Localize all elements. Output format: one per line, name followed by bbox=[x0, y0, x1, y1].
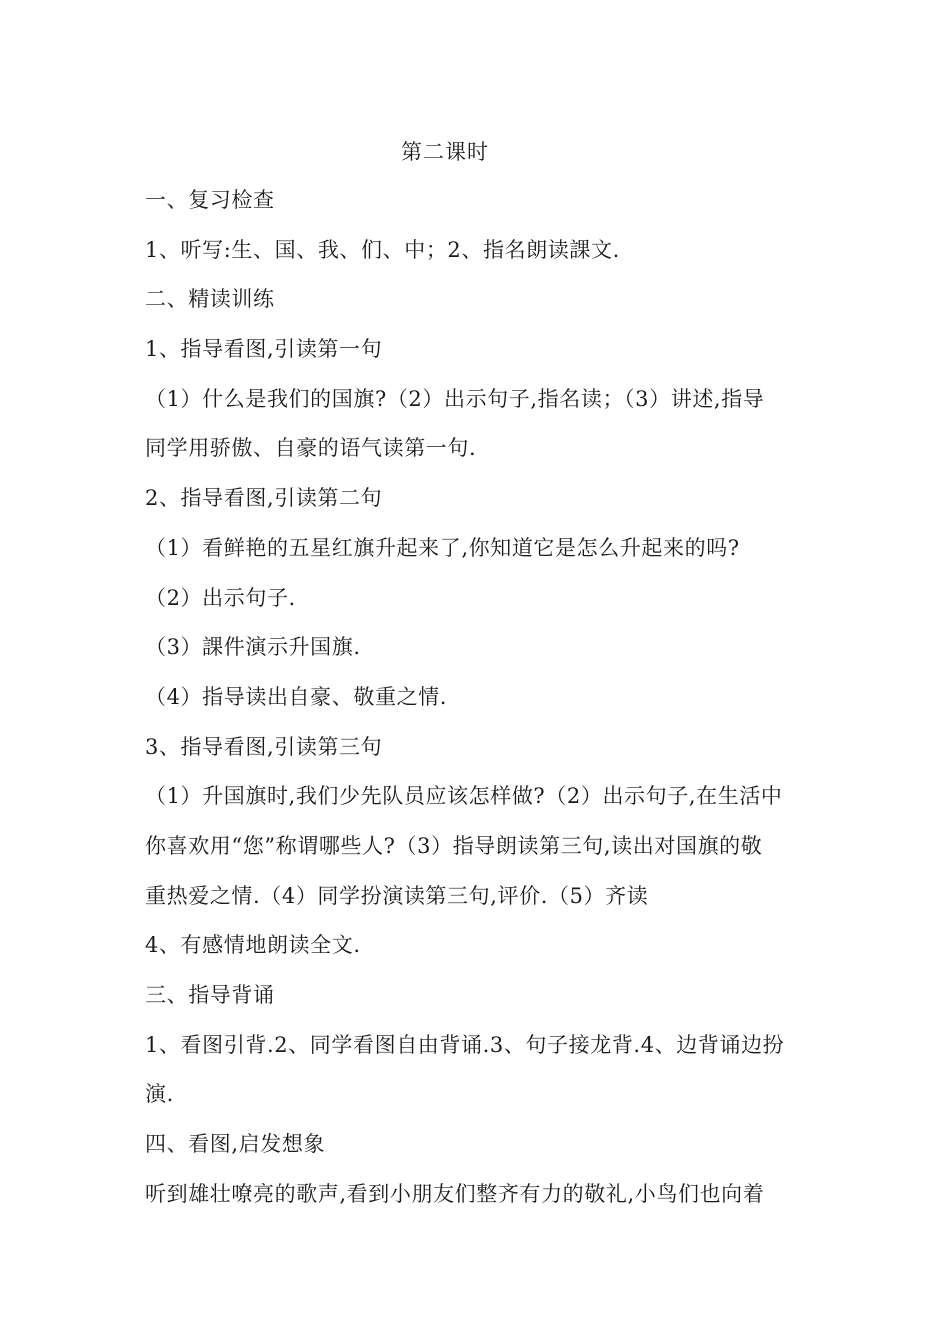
paragraph-line: （1）升国旗时,我们少先队员应该怎样做?（2）出示句子,在生活中 bbox=[145, 784, 783, 809]
paragraph-line: （2）出示句子. bbox=[145, 585, 296, 610]
section-heading-review: 一、复习检查 bbox=[145, 188, 275, 212]
paragraph-line: （1）看鲜艳的五星红旗升起来了,你知道它是怎么升起来的吗? bbox=[145, 535, 740, 560]
paragraph-line: 你喜欢用“您”称谓哪些人?（3）指导朗读第三句,读出对国旗的敬 bbox=[145, 833, 763, 858]
paragraph-line: 同学用骄傲、自豪的语气读第一句. bbox=[145, 436, 477, 461]
document-body bbox=[145, 185, 810, 1228]
paragraph-line: （4）指导读出自豪、敬重之情. bbox=[145, 684, 448, 709]
section-heading-imagination: 四、看图,启发想象 bbox=[145, 1132, 326, 1157]
paragraph-line: （3）課件演示升国旗. bbox=[145, 635, 361, 660]
subheading-line: 2、指导看图,引读第二句 bbox=[145, 486, 383, 511]
paragraph-line: 演. bbox=[145, 1082, 174, 1107]
paragraph-line: （1）什么是我们的国旗?（2）出示句子,指名读；（3）讲述,指导 bbox=[145, 386, 765, 411]
paragraph-line: 1、看图引背.2、同学看图自由背诵.3、句子接龙背.4、边背诵边扮 bbox=[145, 1032, 785, 1057]
paragraph-line: 听到雄壮嘹亮的歌声,看到小朋友们整齐有力的敬礼,小鸟们也向着 bbox=[145, 1181, 765, 1206]
paragraph-line: 1、听写:生、国、我、们、中；2、指名朗读課文. bbox=[145, 237, 620, 262]
paragraph-line: 重热爱之情.（4）同学扮演读第三句,评价.（5）齐读 bbox=[145, 883, 649, 908]
section-heading-recitation: 三、指导背诵 bbox=[145, 983, 275, 1007]
section-heading-intensive-reading: 二、精读训练 bbox=[145, 287, 275, 312]
subheading-line: 3、指导看图,引读第三句 bbox=[145, 734, 383, 759]
subheading-line: 4、有感情地朗读全文. bbox=[145, 933, 361, 958]
page-title: 第二课时 bbox=[401, 140, 489, 164]
subheading-line: 1、指导看图,引读第一句 bbox=[145, 337, 383, 362]
